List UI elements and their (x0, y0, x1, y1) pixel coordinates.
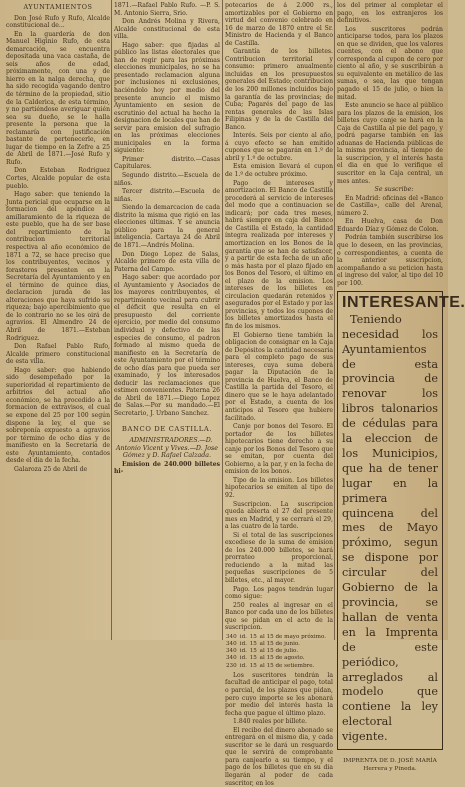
paragraph: Siendo la demarcacion de cada distrito la misma que rigió en las elecciones últimas. Y se anuncia público para la general inteligencia. Cartaya 24 de Abril de 1871.—Andrés Molina. (114, 204, 220, 249)
payment-cell: al 15 de junio. (259, 641, 300, 648)
paragraph: los del primer al completar el pago, en los extranjeros los definitivos. (337, 2, 443, 25)
payment-cell: al 15 de mayo próximo. (259, 633, 327, 640)
paragraph: Pago. Los pagos tendrán lugar como sigue: (225, 585, 333, 601)
paragraph: Los suscritores tendrán la facultad de anticipar el pago, total o parcial, de los plazos que pidan, pero cuyo importe se les abonará por medio del interés hasta la fecha que pague el último plazo. (225, 671, 333, 717)
payment-cell: 340 (226, 641, 237, 648)
paragraph: En Madrid: oficinas del «Banco de Castilla», calle del Arenal, número 2. (337, 194, 443, 217)
payment-cell: id. (239, 655, 247, 662)
paragraph: Este anuncio se hace al público para los plazos de la emision, los billetes cuyo canje se hará en la Caja de Castilla al pie del pago, y podrá pagarse también en las aduanas de Hacienda públicas de la misma provincia, al tiempo de la suscripcion, y el interés hasta el dia en que lo verifique el suscritor en la Caja central, un mes antes. (337, 102, 443, 185)
paragraph: Suscripcion. La suscripcion queda abierta el 27 del presente mes en Madrid, y se cerrará el 29, a las cuatro de la tarde. (225, 500, 333, 531)
payment-row (225, 663, 333, 670)
paragraph: Don Rafael Pablo Rufo, Alcalde primero constitucional de esta villa. (6, 343, 110, 366)
column-2 (114, 0, 220, 640)
paragraph: Los suscritores podrán anticiparse todos, para los plazos en que se dividen, que los valores cuentes, con el abono que corresponda al cupon de cero por ciento al año, y se suscribirán a su equivalente en metálico de las sumas, o sea, las que tengan pagado el 15 de julio, o bien la mitad. (337, 25, 443, 101)
paragraph: Se suscribe: (374, 186, 414, 194)
paragraph: Emision de 240.000 billetes hi- (114, 460, 220, 476)
paragraph: Si el total de las suscripciones excediese de la suma de emision de los 240.000 billetes, se hará prorrateo proporcional, reduciendo a la mitad las pequeñas suscripciones de 5 billetes, etc., al mayor. (225, 531, 333, 585)
paragraph: En la guardería de don Manuel Higinio Rufo, de esta demarcación, se encuentra depositada una vaca castaña, de seis años de edad, próximamente, con una y de hierro en la nalga derecha, que ha sido recogida vagando dentro de término de la propiedad, sitio de la Calderica, de esta término, y no partiéndose averiguar quién sea su dueño, se le halla presente la persona que la reclamaría con justificación bastante de pertenecerle, en lugar de tiempo en la Zefre a 25 de Abril de 1871.—José Rufo y Rufo. (6, 30, 110, 166)
payment-cell: 340 (226, 655, 237, 662)
payment-cell: 15 (249, 641, 257, 648)
paragraph: 250 reales al ingresar en el Banco por cada uno de los billetes que se pidan en el acto de la suscripcion. (225, 601, 333, 632)
payment-cell: id. (239, 662, 247, 669)
payment-row (225, 641, 333, 648)
payment-row (225, 634, 333, 641)
column-rule (222, 0, 223, 640)
paragraph: Don Diego Lopez de Salas, Alcalde primero de esta villa de Paterna del Campo. (114, 250, 220, 273)
paragraph: 1871.—Rafael Pablo Rufo. —P. S. M. Antonio Sierra, Srio. (114, 2, 220, 17)
bank-heading: BANCO DE CASTILLA. (121, 424, 213, 433)
paragraph: Don Andrés Molina y Rivera, Alcalde constitucional de esta villa. (114, 18, 220, 41)
paragraph: En Huelva, casa de Don Eduardo Díaz y Gómez de Colon. (337, 218, 443, 233)
payment-row (225, 648, 333, 655)
payment-cell: 230 (226, 662, 237, 669)
payment-cell: 15 (249, 662, 257, 669)
advertisement-title: INTERESANTE. (342, 294, 465, 312)
payment-cell: al 15 de agosto. (259, 655, 305, 662)
paragraph: Tercer distrito.—Escuela de niñas. (114, 188, 220, 203)
paragraph: Hago saber: que teniendo la Junta pericial que ocuparse en la formacion del apéndice al amillaramiento de la riqueza de este pueblo, que ha de ser base del repartimiento de la contribucion territorial respectiva al año económico de 1871 a 72, se hace preciso que los contribuyentes, vecinos y forasteros presenten en la Secretaría del Ayuntamiento y en el término de quince dias, declaracion jurada de las alteraciones que haya sufrido su riqueza; bajo apercibimiento que de lo contrario no se les oirá de agravios. El Almendro 24 de Abril de 1871.—Esteban Rodriguez. (6, 191, 110, 342)
bank-administrators: ADMINISTRADORES.—D. Antonio Vicent y Vives.—D. Jose Gómez y D. Rafael Calzada. (115, 437, 218, 460)
payment-cell: al 15 de julio. (259, 648, 299, 655)
advertisement-box (337, 291, 465, 750)
payment-row (225, 655, 333, 662)
paragraph: Primer distrito.—Casas Capitulares. (114, 155, 220, 171)
paragraph: Don José Rufo y Rufo, Alcalde constitucional de... (6, 14, 110, 30)
payment-cell: id. (239, 641, 247, 648)
paragraph: Tipo de la emision. Los billetes hipotecarios se emiten al tipo de 92. (225, 476, 333, 499)
paragraph: Pago de intereses y amortizacion. El Banco de Castilla procederá al servicio de intereses del modo que a continuacion se indicará; por cada tres meses, habrá siempre en caja del Banco de Castilla el Estado, la cantidad íntegra realizada por intereses y amortizacion en los Bonos de la garantía que se han de satisfacer, y a partir de esta fecha de un año o más hasta por el plazo fijado en los Bonos del Tesoro, el último en el plazo de la emision. Los intereses de los billetes en circulacion quedarán retenidos y asegurados por el Estado y por las provincias, y todos los cupones de los billetes amortizados hasta el fin de los mismos. (225, 179, 333, 330)
paragraph: Galaroza 25 de Abril de (14, 465, 88, 473)
paragraph: Hago saber: que fijadas al público las listas electorales que han de regir para las próximas elecciones municipales, no se ha presentado reclamacion alguna por inclusiones ni exclusiones, haciéndolo hoy por medio del presente anuncio el mismo Ayuntamiento en sesion de escrutinio del actual ha hecho la designacion de locales que han de servir para emision del sufragio en las próximas elecciones municipales en la forma siguiente: (114, 41, 220, 155)
payment-cell: 340 (226, 633, 237, 640)
column-rule (334, 0, 335, 640)
paragraph: El Gobierno tiene también la obligacion de consignar en la Caja de Depósitos la cantidad necesaria para el completo pago de sus intereses, cuya suma deberá pagar la Diputación de la provincia de Huelva, el Banco de Castilla la partida del Tesoro, el dinero que se le haya adelantado por el Estado, a cuenta de los anticipos al Tesoro que hubiere facilitado. (225, 331, 333, 422)
paragraph: Canje por bonos del Tesoro. El portador de los billetes hipotecarios tiene derecho a su canje por los Bonos del Tesoro que se emitan, por cuenta del Gobierno, a la par, y en la fecha de emision de los bonos. (225, 423, 333, 476)
paragraph: potecarios de á 2.000 rs., amortizables por el Gobierno en virtud del convenio celebrado en 16 de marzo de 1870 entre el Sr. Ministro de Hacienda y el Banco de Castilla. (225, 2, 333, 47)
paragraph: 1.840 reales por billete. (233, 718, 307, 726)
section-heading-ayuntamientos: AYUNTAMIENTOS (23, 3, 93, 11)
column-4 (337, 0, 465, 772)
payment-cell: id. (239, 633, 247, 640)
paragraph: El recibo del dinero abonado se entregará en el mismo dia, y cada suscritor se le dará un resguardo que le servirá de comprobante para canjearlo a su tiempo, y el pago de los billetes que en su dia llegarán al poder de cada suscritor, en los (225, 726, 333, 787)
paragraph: Esta emision llevará el cupon de 1.º de octubre próximo. (225, 163, 333, 179)
payment-cell: 340 (226, 648, 237, 655)
paragraph: Hago saber: que habiendo sido desempeñado por la superioridad el repartimiento de arbitrios del actual año económico, se ha procedido a la formacion de extravisos, el cual se expone del 25 por 100 según dispone la ley, el que se sobreponía expuesto a agravios por término de ocho días y de manifiesto en la Secretaría de este Ayuntamiento, contados desde el dia de la fecha. (6, 366, 110, 465)
paragraph: Don Esteban Rodriguez Cortes, Alcalde popular de esta pueblo. (6, 167, 110, 190)
paragraph: Hago saber: que acordado por el Ayuntamiento y Asociados de los mayores contribuyentes, el repartimiento vecinal para cubrir el déficit que resulta en el presupuesto del corriente ejercicio, por medio del consumo individual y defectivo de las especies de consumo, el padron formado al mismo queda de manifiesto en la Secretaría de este Ayuntamiento por el término de ocho días para que pueda ser examinado, y los interesados deducir las reclamaciones que estimen convenientes. Paterna 26 de Abril de 1871.—Diego Lopez de Salas.—Por su mandado.—El Secretario, J. Urbano Sanchez. (114, 274, 220, 417)
payment-cell: 15 (249, 648, 257, 655)
paragraph: Podrán también suscribirse los que lo deseen, en las provincias, o correspondientes, a cuenta de la anterior suscripcion, acompañando a su peticion hasta el ingreso del valor, al tipo del 10 por 100. (337, 234, 443, 287)
column-rule (111, 0, 112, 640)
paragraph: Garantía de los billetes. Contribucion territorial y consumo: primero anualmente incluidas en los presupuestos generales del Estado; contribucion de los 200 millones incluidos bajo la garantía de las provincias; de Cuba; Pagarés del pago de las rentas generales de las Islas Filipinas y de la de Castilla del Banco. (225, 48, 333, 131)
payment-cell: 15 (249, 655, 257, 662)
paragraph: Interés. Seis por ciento al año, á cuyo efecto se han emitido cupones que se pagarán en 1.º de abril y 1.º de octubre. (225, 132, 333, 162)
payment-schedule-table (225, 634, 333, 670)
advertisement-text: Teniendo necesidad los Ayuntamientos de esta provincia de renovar los libros talonarios de cédulas para la eleccion de los Municipios, que ha de tener lugar en la primera quincena del mes de Mayo próximo, segun se dispone por circular del Gobierno de la provincia, se hallan de venta en la Imprenta de este periódico, arreglados al modelo que contiene la ley electoral vigente. (342, 312, 438, 744)
payment-cell: al 15 de setiembre. (259, 662, 315, 669)
printer-imprint: IMPRENTA DE D. JOSÉ MARÍA Herrera y Pineda. (343, 758, 437, 772)
column-1 (6, 0, 110, 640)
paragraph: Segundo distrito.—Escuela de niños. (114, 172, 220, 187)
payment-cell: id. (239, 648, 247, 655)
payment-cell: 15 (249, 633, 257, 640)
column-3 (225, 0, 333, 787)
